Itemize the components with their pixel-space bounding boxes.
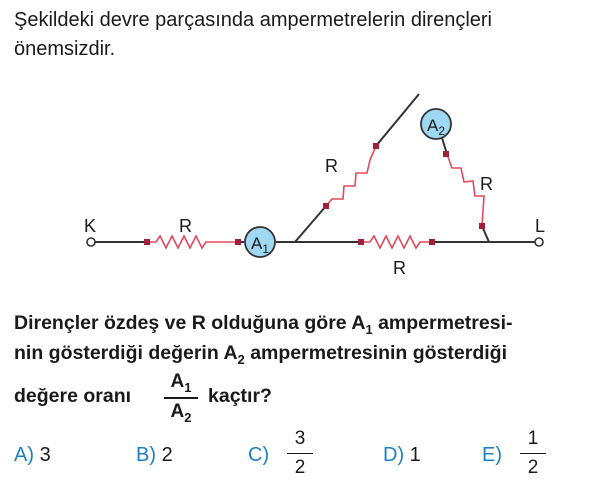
resistor-bottom-left	[148, 236, 238, 248]
junction-dots	[144, 143, 485, 245]
dot	[479, 223, 485, 229]
fraction-bar	[164, 397, 198, 399]
dot	[358, 239, 364, 245]
option-e-fraction: 1 2	[520, 428, 546, 479]
intro-line-1: Şekildeki devre parçasında ampermetrelerin dirençleri	[14, 9, 492, 31]
question-line-2: nin gösterdiği değerin $A_2$ ampermetresinin gösterdiği	[14, 342, 508, 367]
terminal-k-label: K	[84, 216, 97, 236]
resistor-label-right-branch: R	[480, 174, 493, 194]
resistor-right-branch	[447, 154, 484, 226]
resistor-label-bottom-right: R	[393, 258, 406, 278]
dot	[443, 151, 449, 157]
circuit-wires	[95, 94, 535, 242]
question-line-3-end: kaçtır?	[208, 385, 272, 407]
dot	[373, 143, 379, 149]
fraction-bar	[520, 453, 546, 454]
dot	[323, 203, 329, 209]
resistor-left-branch	[326, 146, 376, 206]
resistor-label-bottom-left: R	[179, 216, 192, 236]
intro-line-2: önemsizdir.	[14, 38, 116, 60]
resistor-bottom-right	[361, 236, 432, 248]
resistor-label-left-branch: R	[325, 156, 338, 176]
ratio-denominator: $A_2$	[170, 400, 192, 425]
option-c-fraction: 3 2	[287, 428, 313, 479]
ratio-fraction	[164, 371, 198, 425]
terminal-k	[87, 238, 95, 246]
dot	[429, 239, 435, 245]
option-b[interactable]: B) 2	[136, 444, 173, 466]
ammeter-a2-label: $A_2$	[427, 116, 446, 138]
wire-left-branch-low	[295, 206, 326, 242]
question-line-3-start: değere oranı	[14, 385, 132, 407]
option-c[interactable]: C)	[248, 444, 270, 466]
question-line-1: Dirençler özdeş ve R olduğuna göre $A_1$ ampermetresi-	[14, 312, 513, 337]
ammeter-a1-label: $A_1$	[251, 234, 270, 256]
fraction-bar	[287, 453, 313, 454]
option-a[interactable]: A) 3	[14, 444, 51, 466]
terminal-l-label: L	[535, 216, 546, 236]
dot	[235, 239, 241, 245]
resistors	[148, 146, 484, 248]
dot	[144, 239, 150, 245]
terminal-l	[535, 238, 543, 246]
option-e[interactable]: E)	[482, 444, 502, 466]
wire-left-branch-high	[376, 94, 419, 146]
ratio-numerator: $A_1$	[170, 371, 192, 395]
option-d[interactable]: D) 1	[383, 444, 421, 466]
